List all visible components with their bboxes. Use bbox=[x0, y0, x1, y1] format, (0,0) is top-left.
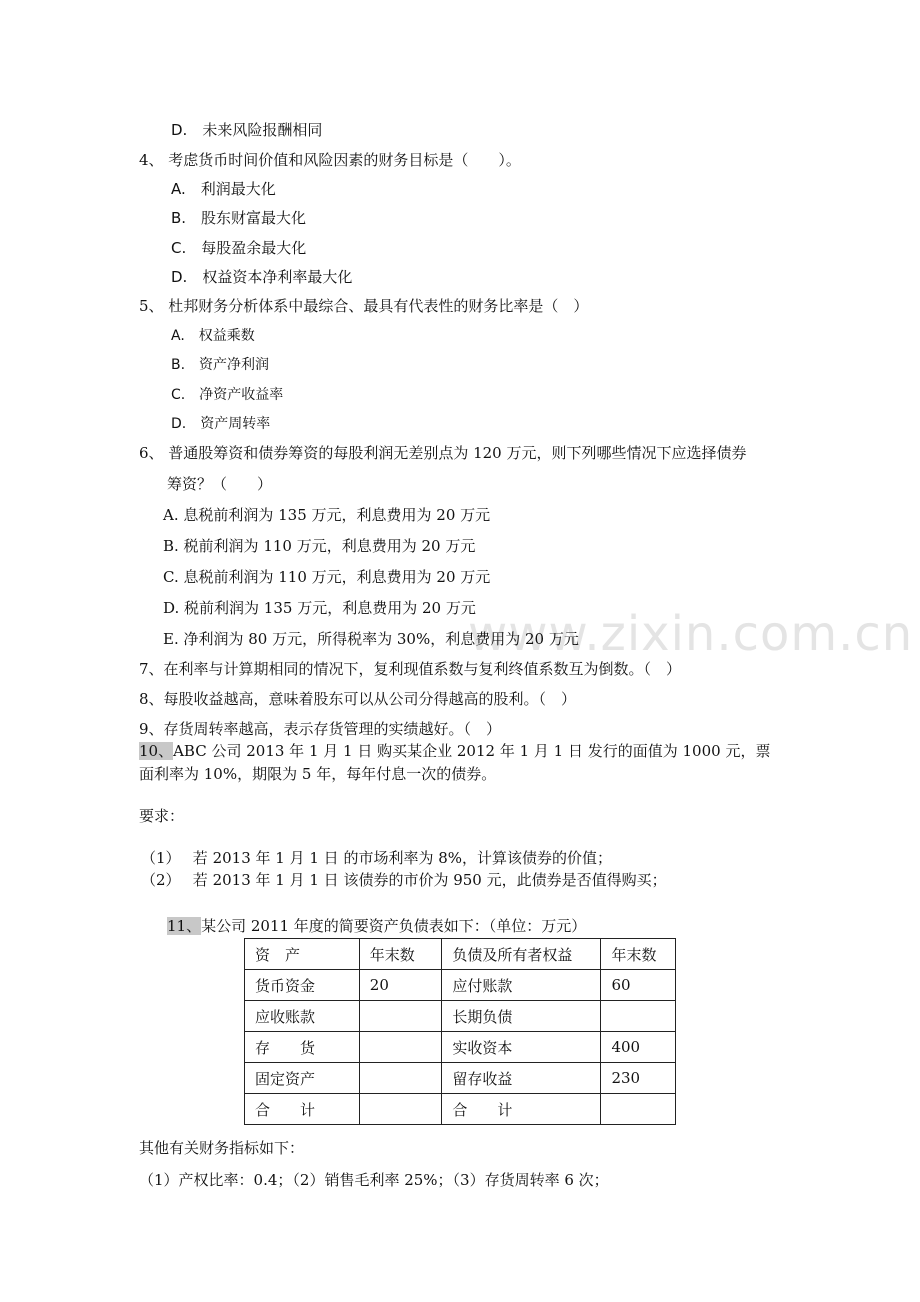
table-cell bbox=[359, 1032, 442, 1063]
q10-number: 10、 bbox=[139, 742, 174, 760]
table-row bbox=[245, 1001, 676, 1032]
table-cell: 货币资金 bbox=[245, 970, 360, 1001]
table-cell bbox=[359, 1063, 442, 1094]
q10-requirement-2: （2） 若 2013 年 1 月 1 日 该债券的市价为 950 元，此债券是否值得购买； bbox=[141, 871, 667, 889]
header-assets: 资 产 bbox=[245, 939, 360, 970]
table-cell: 20 bbox=[359, 970, 442, 1001]
financial-indicators: （1）产权比率：0.4；（2）销售毛利率 25%；（3）存货周转率 6 次； bbox=[139, 1171, 609, 1189]
table-header-row bbox=[245, 939, 676, 970]
table-cell: 合 计 bbox=[442, 1094, 601, 1125]
q4-question: 4、 考虑货币时间价值和风险因素的财务目标是（ ）。 bbox=[139, 151, 521, 169]
q9: 9、存货周转率越高，表示存货管理的实绩越好。（ ） bbox=[139, 720, 502, 738]
q7: 7、在利率与计算期相同的情况下，复利现值系数与复利终值系数互为倒数。（ ） bbox=[139, 660, 682, 678]
q6-option-c: C. 息税前利润为 110 万元，利息费用为 20 万元 bbox=[163, 568, 491, 586]
q10-requirement-1: （1） 若 2013 年 1 月 1 日 的市场利率为 8%，计算该债券的价值； bbox=[141, 849, 613, 867]
q3-option-d: D. 未来风险报酬相同 bbox=[171, 121, 323, 139]
table-cell: 存 货 bbox=[245, 1032, 360, 1063]
watermark: www.zixin.com.cn bbox=[468, 606, 914, 662]
q4-option-c: C. 每股盈余最大化 bbox=[171, 239, 307, 257]
q6-question-line1: 6、 普通股筹资和债券筹资的每股利润无差别点为 120 万元，则下列哪些情况下应选择债券 bbox=[139, 444, 747, 462]
q4-option-b: B. 股东财富最大化 bbox=[171, 209, 307, 227]
other-indicators-label: 其他有关财务指标如下： bbox=[139, 1139, 305, 1157]
q10-line2: 面利率为 10%，期限为 5 年，每年付息一次的债券。 bbox=[139, 765, 497, 783]
table-cell: 400 bbox=[601, 1032, 676, 1063]
table-cell: 长期负债 bbox=[442, 1001, 601, 1032]
table-cell: 应付账款 bbox=[442, 970, 601, 1001]
q6-option-b: B. 税前利润为 110 万元，利息费用为 20 万元 bbox=[163, 537, 476, 555]
table-cell: 固定资产 bbox=[245, 1063, 360, 1094]
q4-option-d: D. 权益资本净利率最大化 bbox=[171, 268, 353, 286]
balance-sheet-table bbox=[244, 938, 676, 1125]
q6-question-line2: 筹资？（ ） bbox=[167, 475, 273, 493]
table-row bbox=[245, 1032, 676, 1063]
header-liabilities-equity: 负债及所有者权益 bbox=[442, 939, 601, 970]
table-cell: 实收资本 bbox=[442, 1032, 601, 1063]
q6-option-d: D. 税前利润为 135 万元，利息费用为 20 万元 bbox=[163, 599, 476, 617]
q5-question: 5、 杜邦财务分析体系中最综合、最具有代表性的财务比率是（ ） bbox=[139, 297, 589, 315]
table-cell bbox=[601, 1001, 676, 1032]
table-cell: 应收账款 bbox=[245, 1001, 360, 1032]
table-cell: 合 计 bbox=[245, 1094, 360, 1125]
table-row bbox=[245, 970, 676, 1001]
table-cell bbox=[601, 1094, 676, 1125]
q8: 8、每股收益越高，意味着股东可以从公司分得越高的股利。（ ） bbox=[139, 690, 577, 708]
q5-option-a: A. 权益乘数 bbox=[171, 328, 255, 344]
table-cell bbox=[359, 1094, 442, 1125]
table-row bbox=[245, 1094, 676, 1125]
table-cell: 230 bbox=[601, 1063, 676, 1094]
q6-option-e: E. 净利润为 80 万元，所得税率为 30%，利息费用为 20 万元 bbox=[163, 630, 579, 648]
header-year-end: 年末数 bbox=[601, 939, 676, 970]
q4-option-a: A. 利润最大化 bbox=[171, 180, 276, 198]
header-year-end: 年末数 bbox=[359, 939, 442, 970]
q5-option-d: D. 资产周转率 bbox=[171, 416, 271, 432]
table-cell: 60 bbox=[601, 970, 676, 1001]
table-cell: 留存收益 bbox=[442, 1063, 601, 1094]
q5-option-b: B. 资产净利润 bbox=[171, 357, 270, 373]
table-row bbox=[245, 1063, 676, 1094]
q10-line1: ABC 公司 2013 年 1 月 1 日 购买某企业 2012 年 1 月 1 日 发行的面值为 1000 元，票 bbox=[173, 742, 771, 760]
q5-option-c: C. 净资产收益率 bbox=[171, 387, 284, 403]
q6-option-a: A. 息税前利润为 135 万元，利息费用为 20 万元 bbox=[163, 506, 491, 524]
q11-number: 11、 bbox=[167, 917, 202, 935]
q11-intro: 某公司 2011 年度的简要资产负债表如下：（单位：万元） bbox=[201, 917, 587, 935]
requirement-label: 要求： bbox=[139, 807, 185, 825]
table-cell bbox=[359, 1001, 442, 1032]
